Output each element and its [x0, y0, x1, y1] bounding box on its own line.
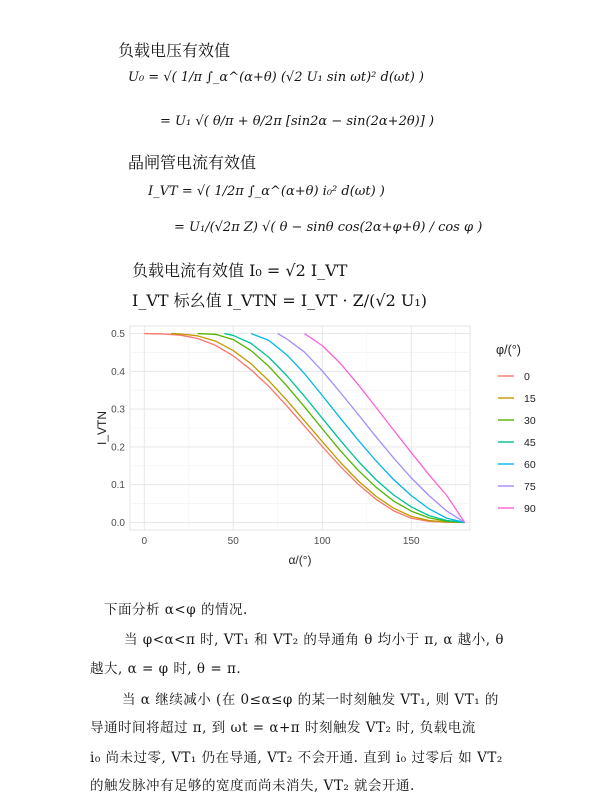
- y-tick-label: 0.1: [111, 480, 125, 492]
- legend-label-phi-60: 60: [524, 459, 536, 471]
- heading-thyristor-current-rms: 晶闸管电流有效值: [128, 153, 257, 172]
- y-tick-label: 0.0: [111, 517, 125, 529]
- legend-label-phi-75: 75: [524, 481, 536, 493]
- y-axis-label: I_VTN: [95, 410, 109, 446]
- y-tick-label: 0.2: [111, 442, 125, 454]
- legend: [498, 371, 536, 515]
- equation-thyristor-current-integral: I_VT = √( 1/2π ∫_α^(α+θ) i₀² d(ωt) ): [148, 184, 385, 199]
- paragraph-line-4: 当 α 继续减小 (在 0≤α≤φ 的某一时刻触发 VT₁, 则 VT₁ 的: [122, 692, 499, 708]
- y-tick-labels: [111, 329, 125, 529]
- x-axis-label: α/(°): [288, 553, 312, 567]
- ivtn-vs-alpha-chart: [92, 318, 562, 576]
- legend-label-phi-45: 45: [524, 437, 536, 449]
- x-tick-labels: [141, 536, 420, 547]
- legend-label-phi-30: 30: [524, 415, 536, 427]
- x-tick-label: 0: [141, 536, 148, 547]
- equation-load-voltage-integral: U₀ = √( 1/π ∫_α^(α+θ) (√2 U₁ sin ωt)² d(ωt) ): [128, 70, 424, 85]
- line-load-current-rms: 负载电流有效值 I₀ = √2 I_VT: [132, 261, 348, 280]
- heading-load-voltage-rms: 负载电压有效值: [118, 41, 231, 60]
- paragraph-line-2: 当 φ<α<π 时, VT₁ 和 VT₂ 的导通角 θ 均小于 π, α 越小, θ: [124, 632, 505, 648]
- y-tick-label: 0.3: [111, 404, 125, 416]
- legend-title: φ/(°): [496, 343, 521, 357]
- y-tick-label: 0.5: [111, 329, 125, 341]
- x-tick-label: 100: [313, 536, 331, 547]
- legend-label-phi-0: 0: [524, 371, 530, 383]
- line-per-unit-current: I_VT 标幺值 I_VTN = I_VT · Z/(√2 U₁): [132, 291, 428, 310]
- paragraph-line-7: 的触发脉冲有足够的宽度而尚未消失, VT₂ 就会开通.: [90, 778, 415, 794]
- paragraph-line-3: 越大, α = φ 时, θ = π.: [90, 661, 242, 677]
- legend-label-phi-90: 90: [524, 503, 536, 515]
- x-tick-label: 150: [402, 536, 420, 547]
- equation-thyristor-current-result: = U₁/(√2π Z) √( θ − sinθ cos(2α+φ+θ) / cos φ ): [174, 220, 483, 235]
- paragraph-line-1: 下面分析 α<φ 的情况.: [104, 602, 248, 618]
- equation-load-voltage-result: = U₁ √( θ/π + θ/2π [sin2α − sin(2α+2θ)] ): [160, 114, 435, 129]
- paragraph-line-5: 导通时间将超过 π, 到 ωt = α+π 时刻触发 VT₂ 时, 负载电流: [90, 720, 476, 736]
- paragraph-line-6: i₀ 尚未过零, VT₁ 仍在导通, VT₂ 不会开通. 直到 i₀ 过零后 如 VT₂: [90, 750, 503, 766]
- x-tick-label: 50: [227, 536, 239, 547]
- legend-label-phi-15: 15: [524, 393, 536, 405]
- y-tick-label: 0.4: [111, 366, 125, 378]
